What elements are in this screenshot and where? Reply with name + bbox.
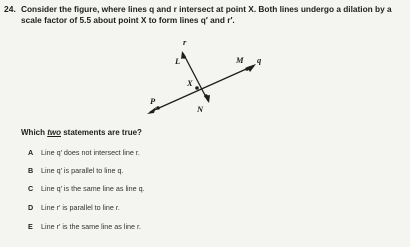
choice-text: Line r′ is the same line as line r. xyxy=(41,222,142,231)
instruction-text: Which two statements are true? xyxy=(21,128,142,137)
choice-letter: A xyxy=(28,148,34,157)
point-L xyxy=(182,55,186,59)
label-N: N xyxy=(197,104,204,114)
choice-d[interactable] xyxy=(28,203,120,215)
label-M: M xyxy=(236,55,244,65)
label-L: L xyxy=(175,56,181,66)
choice-letter: B xyxy=(28,166,34,175)
point-P xyxy=(156,106,160,110)
choice-e[interactable] xyxy=(28,222,141,234)
choice-text: Line q′ is parallel to line q. xyxy=(41,166,124,175)
choice-letter: E xyxy=(28,222,33,231)
choice-b[interactable] xyxy=(28,166,123,178)
label-r: r xyxy=(183,37,187,47)
choice-text: Line q′ does not intersect line r. xyxy=(41,148,140,157)
choice-c[interactable] xyxy=(28,184,145,196)
point-N xyxy=(204,94,208,98)
line-q-arrowhead-left xyxy=(147,107,156,114)
point-M xyxy=(245,67,249,71)
question-prompt: Consider the figure, where lines q and r intersect at point X. Both lines undergo a dilation by a scale factor of 5.5 about point X to form lines q′ and r′. xyxy=(21,4,392,25)
choice-letter: D xyxy=(28,203,34,212)
choice-text: Line q′ is the same line as line q. xyxy=(41,184,145,193)
point-X xyxy=(195,86,199,90)
question-number: 24. xyxy=(4,4,16,14)
choice-a[interactable] xyxy=(28,148,140,160)
label-X: X xyxy=(187,78,193,88)
emphasis-two: two xyxy=(47,128,61,137)
line-r xyxy=(183,53,208,101)
choice-text: Line r′ is parallel to line r. xyxy=(41,203,120,212)
label-q: q xyxy=(257,55,262,65)
choice-letter: C xyxy=(28,184,34,193)
label-P: P xyxy=(150,96,156,106)
